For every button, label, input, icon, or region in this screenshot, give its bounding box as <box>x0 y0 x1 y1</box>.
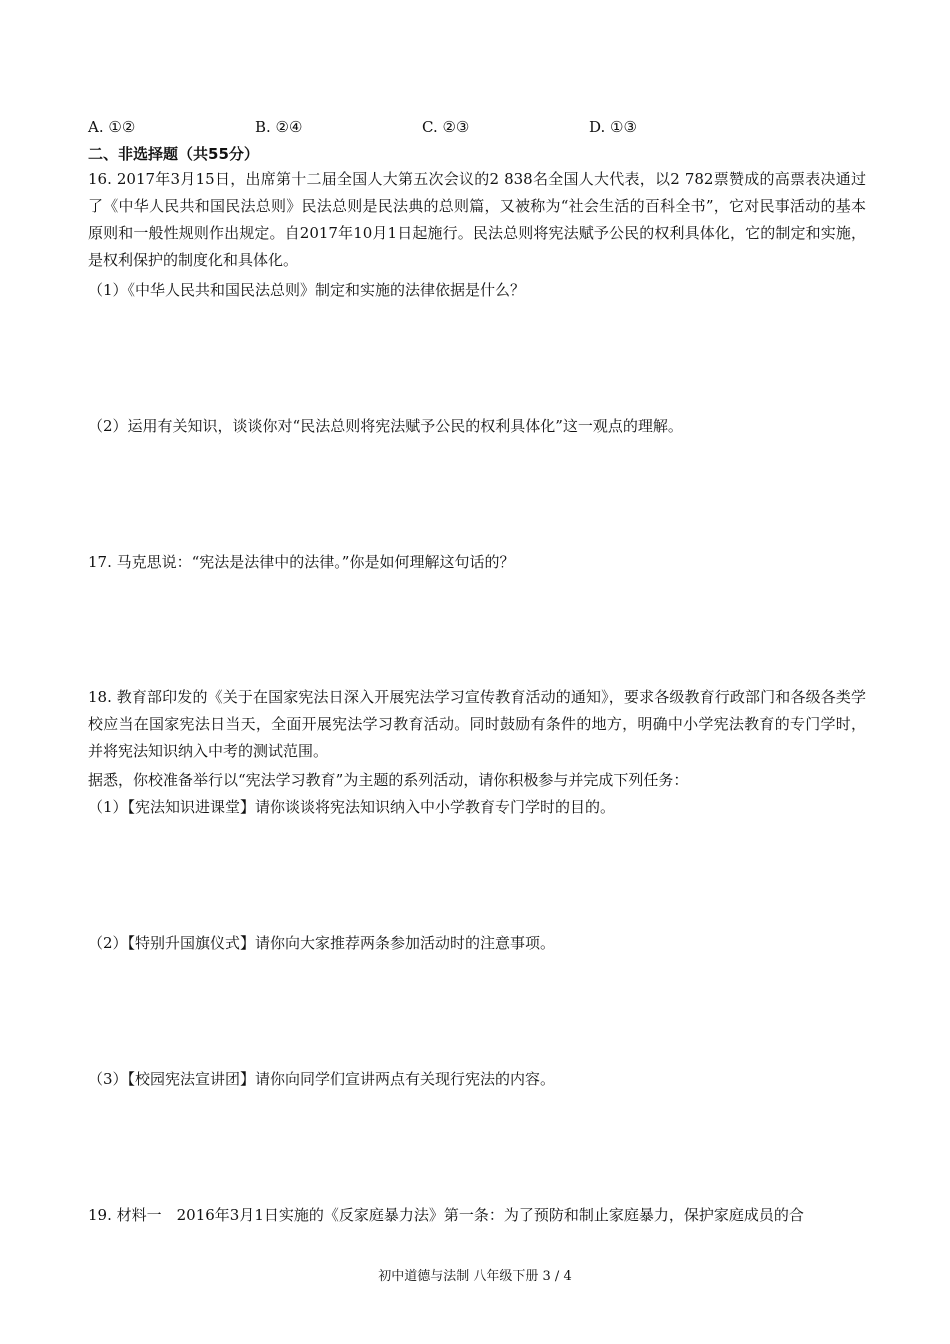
option-a: A. ①② <box>88 118 136 136</box>
question-18-intro: 据悉，你校准备举行以“宪法学习教育”为主题的系列活动，请你积极参与并完成下列任务： <box>88 771 689 789</box>
option-c: C. ②③ <box>422 118 470 136</box>
question-16-sub-2: （2）运用有关知识，谈谈你对“民法总则将宪法赋予公民的权利具体化”这一观点的理解。 <box>88 417 683 435</box>
option-b: B. ②④ <box>255 118 303 136</box>
question-16-stem: 16. 2017年3月15日，出席第十二届全国人大第五次会议的2 838名全国人大代表，以2 782票赞成的高票表决通过了《中华人民共和国民法总则》民法总则是民法典的总则篇，又被称为“社会生活的百科全书”，它对民事活动的基本原则和一般性规则作出规定。自2017年10月1日起施行。民法总则将宪法赋予公民的权利具体化，它的制定和实施，是权利保护的制度化和具体化。 <box>88 170 866 269</box>
question-17-stem: 17. 马克思说：“宪法是法律中的法律。”你是如何理解这句话的？ <box>88 553 515 571</box>
option-d: D. ①③ <box>589 118 637 136</box>
question-18-sub-3: （3）【校园宪法宣讲团】请你向同学们宣讲两点有关现行宪法的内容。 <box>88 1070 556 1088</box>
section-heading: 二、非选择题（共55分） <box>88 145 259 163</box>
question-18-sub-1: （1）【宪法知识进课堂】请你谈谈将宪法知识纳入中小学教育专门学时的目的。 <box>88 798 616 816</box>
page-footer: 初中道德与法制 八年级下册 3 / 4 <box>378 1269 572 1284</box>
question-16-sub-1: （1）《中华人民共和国民法总则》制定和实施的法律依据是什么？ <box>88 281 526 299</box>
question-18-stem: 18. 教育部印发的《关于在国家宪法日深入开展宪法学习宣传教育活动的通知》，要求各级教育行政部门和各级各类学校应当在国家宪法日当天，全面开展宪法学习教育活动。同时鼓励有条件的地方，明确中小学宪法教育的专门学时，并将宪法知识纳入中考的测试范围。 <box>88 688 866 760</box>
question-18-sub-2: （2）【特别升国旗仪式】请你向大家推荐两条参加活动时的注意事项。 <box>88 934 556 952</box>
question-19-stem: 19. 材料一 2016年3月1日实施的《反家庭暴力法》第一条：为了预防和制止家庭暴力，保护家庭成员的合 <box>88 1206 804 1224</box>
